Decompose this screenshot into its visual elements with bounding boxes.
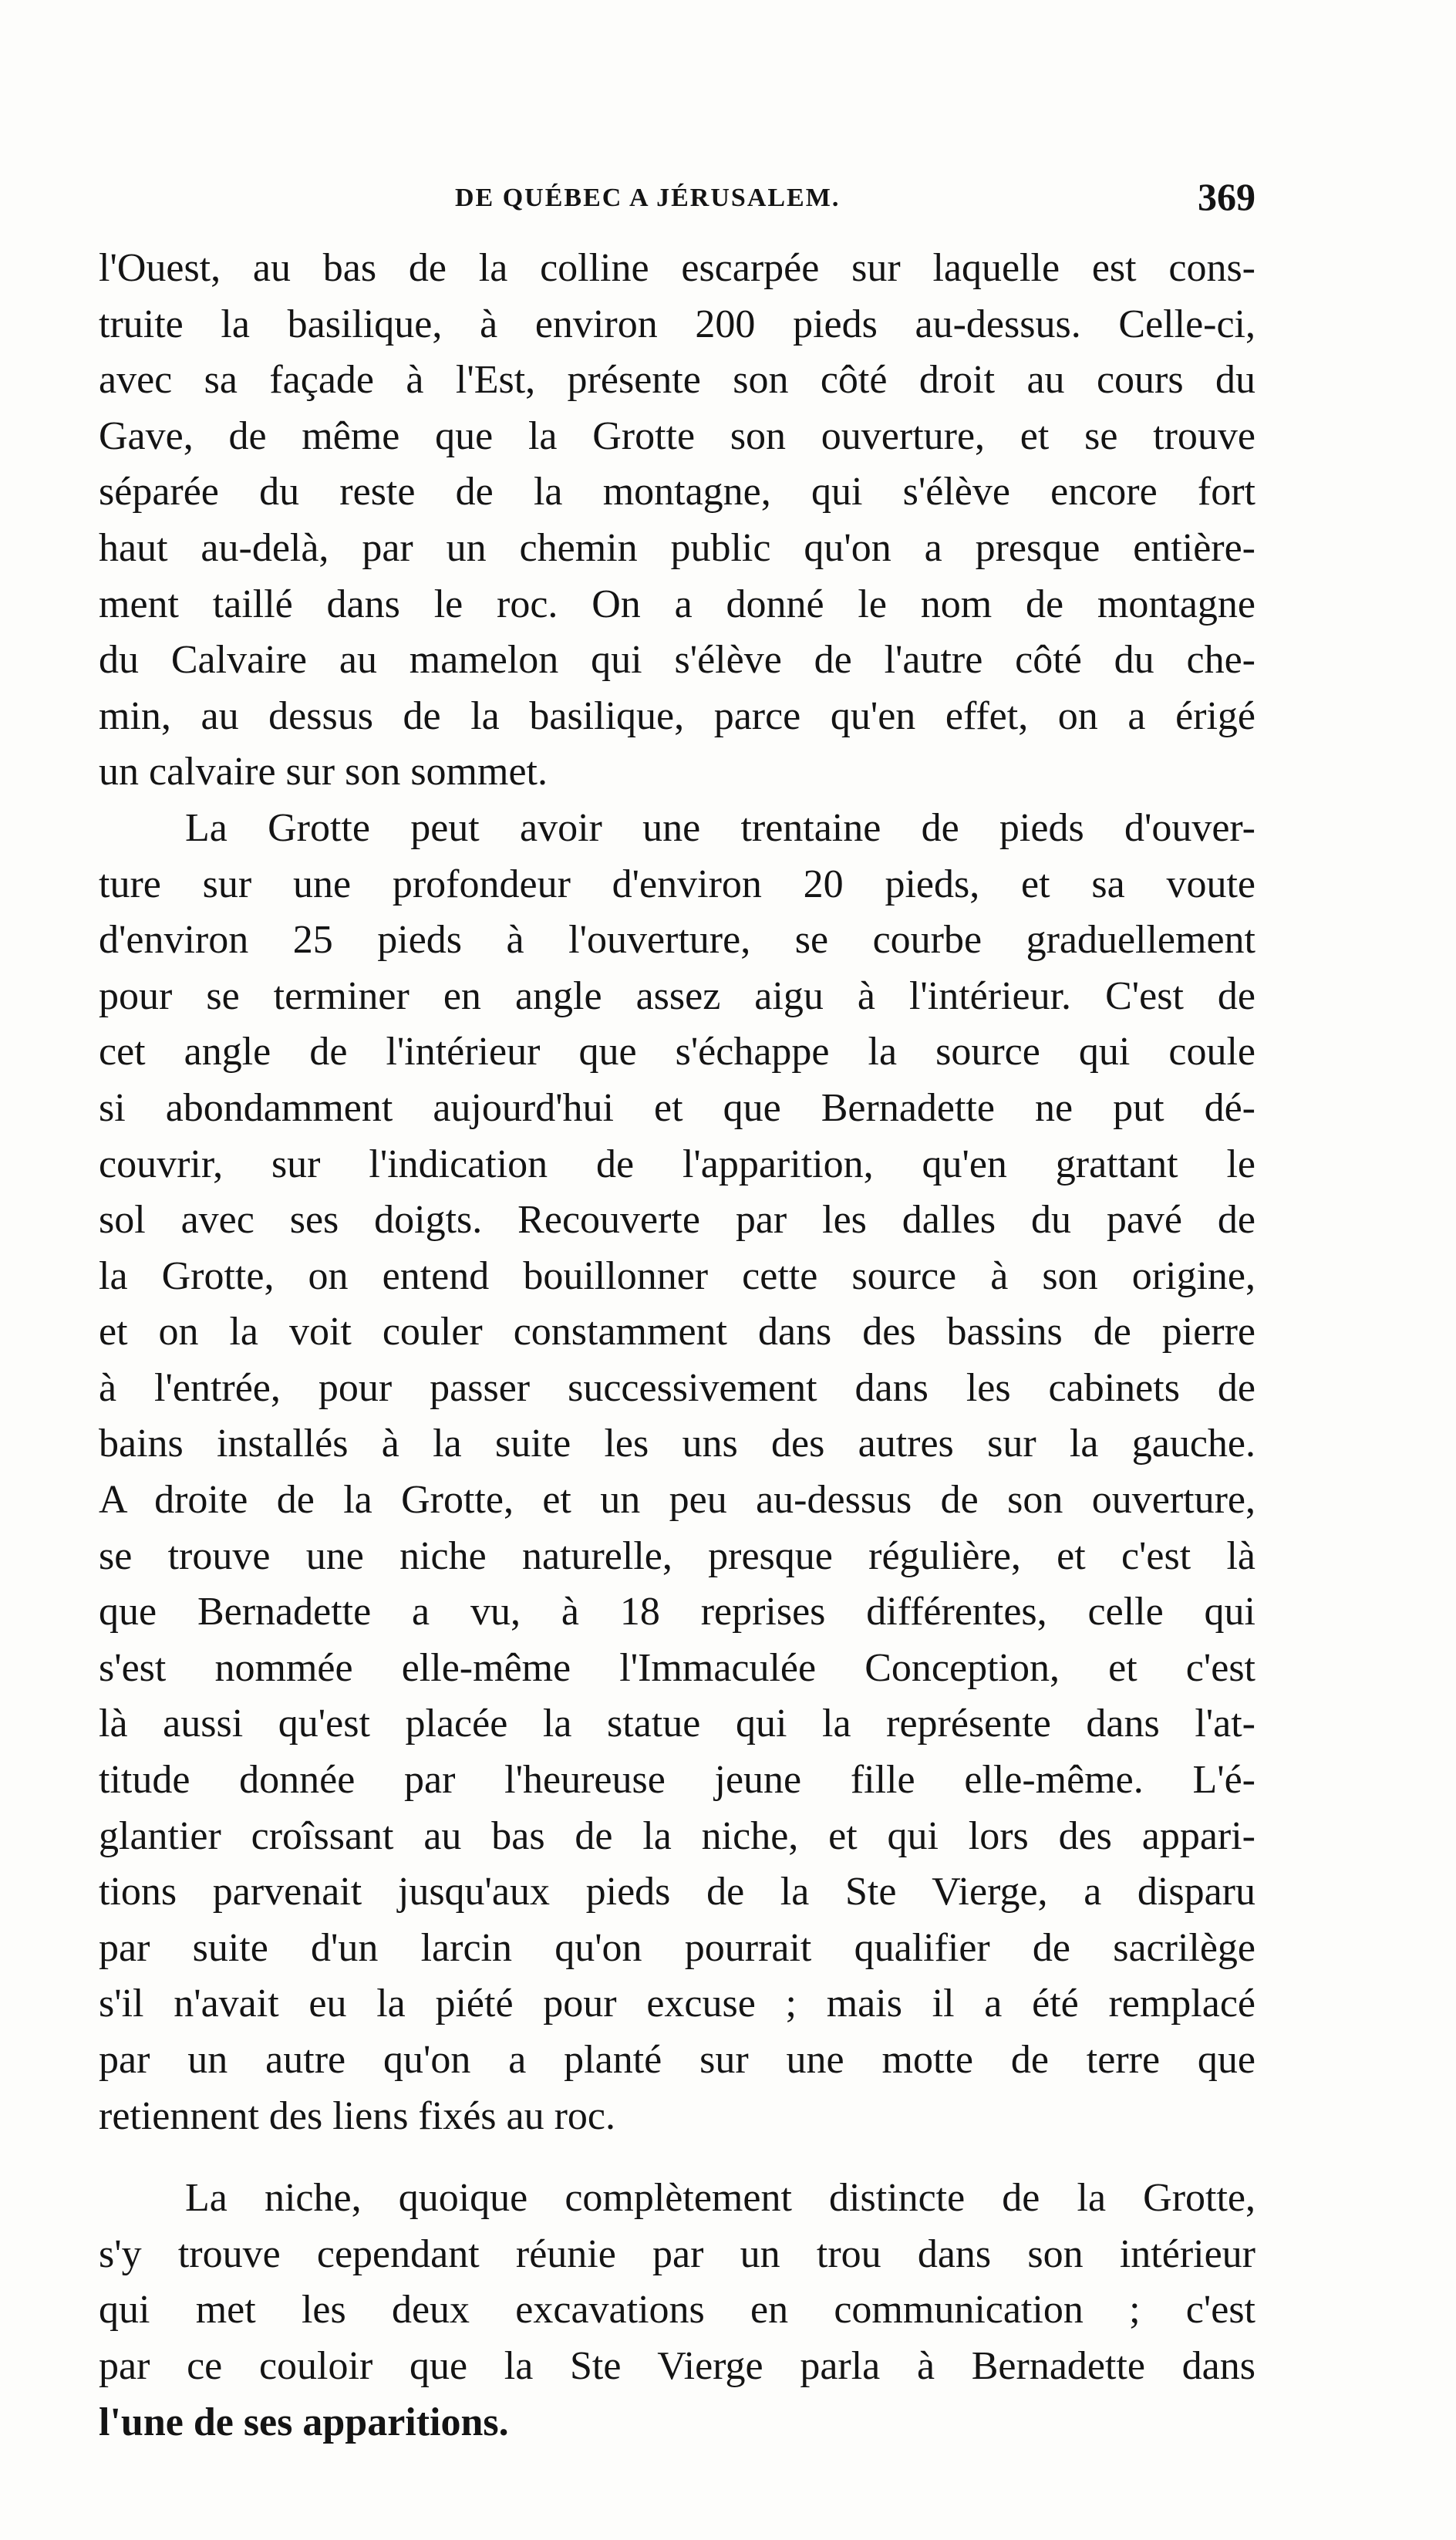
text-line: glantier croîssant au bas de la niche, et qui lors des appari- <box>99 1813 1255 1858</box>
text-line: que Bernadette a vu, à 18 reprises différentes, celle qui <box>99 1590 1255 1634</box>
text-line: cet angle de l'intérieur que s'échappe la source qui coule <box>99 1030 1255 1074</box>
text-line: bains installés à la suite les uns des autres sur la gauche. <box>99 1422 1255 1466</box>
text-line: d'environ 25 pieds à l'ouverture, se courbe graduellement <box>99 918 1255 963</box>
paragraph <box>99 2171 1255 2451</box>
text-line: séparée du reste de la montagne, qui s'élève encore fort <box>99 470 1255 514</box>
text-line: truite la basilique, à environ 200 pieds au-dessus. Celle-ci, <box>99 302 1255 346</box>
text-line: si abondamment aujourd'hui et que Bernadette ne put dé- <box>99 1085 1255 1130</box>
text-line: avec sa façade à l'Est, présente son côté droit au cours du <box>99 358 1255 403</box>
text-line: du Calvaire au mamelon qui s'élève de l'autre côté du che- <box>99 638 1255 683</box>
text-line: A droite de la Grotte, et un peu au-dessus de son ouverture, <box>99 1478 1255 1523</box>
text-line: retiennent des liens fixés au roc. <box>99 2093 615 2138</box>
text-line: ment taillé dans le roc. On a donné le nom de montagne <box>99 582 1255 626</box>
text-line: min, au dessus de la basilique, parce qu'en effet, on a érigé <box>99 693 1255 738</box>
text-line: là aussi qu'est placée la statue qui la représente dans l'at- <box>99 1702 1255 1746</box>
text-line: Gave, de même que la Grotte son ouverture, et se trouve <box>99 413 1255 458</box>
text-line: s'il n'avait eu la piété pour excuse ; mais il a été remplacé <box>99 1982 1255 2026</box>
paragraph <box>99 241 1255 801</box>
text-line: La niche, quoique complètement distincte de la Grotte, <box>185 2176 1255 2221</box>
text-line: à l'entrée, pour passer successivement dans les cabinets de <box>99 1365 1255 1410</box>
text-line: qui met les deux excavations en communication ; c'est <box>99 2288 1255 2333</box>
text-line: sol avec ses doigts. Recouverte par les dalles du pavé de <box>99 1198 1255 1243</box>
text-line: titude donnée par l'heureuse jeune fille elle-même. L'é- <box>99 1758 1255 1803</box>
text-line: s'y trouve cependant réunie par un trou dans son intérieur <box>99 2231 1255 2276</box>
text-line: se trouve une niche naturelle, presque régulière, et c'est là <box>99 1533 1255 1578</box>
paragraph <box>99 801 1255 2144</box>
text-line: couvrir, sur l'indication de l'apparition, qu'en grattant le <box>99 1142 1255 1186</box>
text-line: tions parvenait jusqu'aux pieds de la Ste Vierge, a disparu <box>99 1870 1255 1914</box>
running-title: DE QUÉBEC A JÉRUSALEM. <box>455 184 841 212</box>
text-line: la Grotte, on entend bouillonner cette source à son origine, <box>99 1253 1255 1298</box>
text-line: un calvaire sur son sommet. <box>99 750 548 794</box>
text-line: par ce couloir que la Ste Vierge parla à Bernadette dans <box>99 2343 1255 2388</box>
text-line: haut au-delà, par un chemin public qu'on a presque entière- <box>99 525 1255 570</box>
text-line: par suite d'un larcin qu'on pourrait qualifier de sacrilège <box>99 1925 1255 1970</box>
paragraph-gap <box>99 2144 1255 2171</box>
text-line: ture sur une profondeur d'environ 20 pieds, et sa voute <box>99 862 1255 906</box>
text-line: par un autre qu'on a planté sur une motte de terre que <box>99 2038 1255 2082</box>
body-text <box>99 241 1255 2451</box>
page-number: 369 <box>1198 175 1255 218</box>
text-line: La Grotte peut avoir une trentaine de pieds d'ouver- <box>185 805 1255 850</box>
text-line: pour se terminer en angle assez aigu à l'intérieur. C'est de <box>99 973 1255 1018</box>
text-line: l'une de ses apparitions. <box>99 2400 509 2444</box>
text-line: l'Ouest, au bas de la colline escarpée sur laquelle est cons- <box>99 246 1255 290</box>
page-header <box>99 174 1255 236</box>
text-line: et on la voit couler constamment dans des bassins de pierre <box>99 1310 1255 1354</box>
text-line: s'est nommée elle-même l'Immaculée Conception, et c'est <box>99 1645 1255 1690</box>
